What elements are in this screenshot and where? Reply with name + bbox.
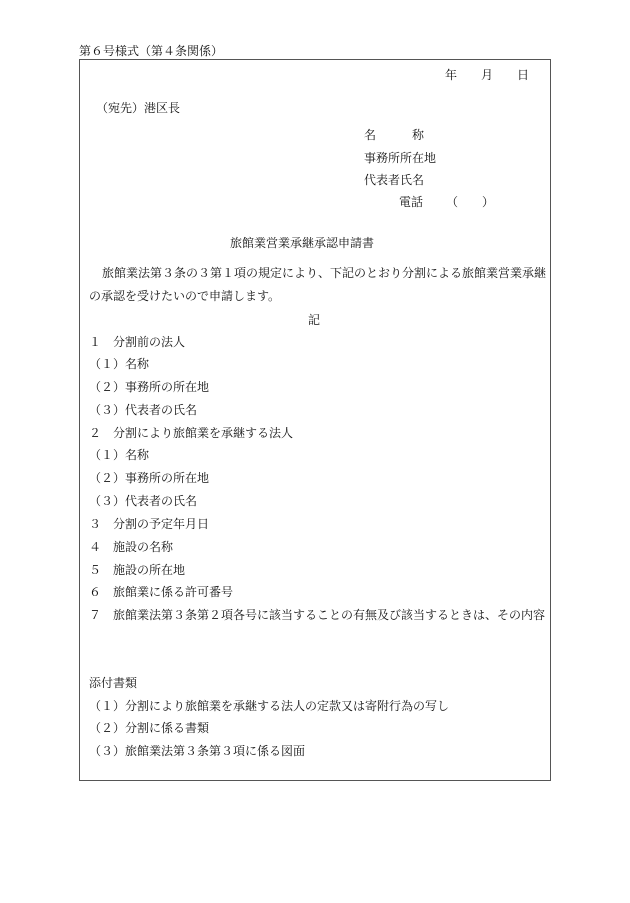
name-label: 名 称 bbox=[364, 128, 425, 142]
application-form-frame bbox=[79, 59, 551, 781]
attachment-1: （１）分割により旅館業を承継する法人の定款又は寄附行為の写し bbox=[89, 699, 450, 713]
office-address-label: 事務所所在地 bbox=[364, 151, 437, 165]
attachment-3: （３）旅館業法第３条第３項に係る図面 bbox=[89, 744, 306, 758]
attachment-2: （２）分割に係る書類 bbox=[89, 721, 210, 735]
phone-label: 電話 bbox=[399, 195, 424, 209]
item-1-3: （３）代表者の氏名 bbox=[89, 403, 198, 417]
date-year: 年 bbox=[445, 68, 458, 82]
item-7: ７ 旅館業法第３条第２項各号に該当することの有無及び該当するときは、その内容 bbox=[89, 608, 546, 622]
ki-note-heading: 記 bbox=[308, 313, 321, 327]
item-4: ４ 施設の名称 bbox=[89, 540, 174, 554]
item-2-3: （３）代表者の氏名 bbox=[89, 494, 198, 508]
item-3: ３ 分割の予定年月日 bbox=[89, 517, 210, 531]
item-2: ２ 分割により旅館業を承継する法人 bbox=[89, 426, 294, 440]
item-1-1: （１）名称 bbox=[89, 357, 150, 371]
body-text-line-2: の承認を受けたいので申請します。 bbox=[89, 289, 281, 303]
item-5: ５ 施設の所在地 bbox=[89, 563, 186, 577]
item-2-1: （１）名称 bbox=[89, 448, 150, 462]
representative-name-label: 代表者氏名 bbox=[364, 173, 425, 187]
body-text-line-1: 旅館業法第３条の３第１項の規定により、下記のとおり分割による旅館業営業承継 bbox=[102, 266, 547, 280]
attachments-heading: 添付書類 bbox=[89, 676, 138, 690]
form-title: 旅館業営業承継承認申請書 bbox=[230, 236, 375, 250]
item-1-2: （２）事務所の所在地 bbox=[89, 380, 210, 394]
date-month: 月 bbox=[481, 68, 494, 82]
phone-parens: （ ） bbox=[446, 195, 495, 209]
item-6: ６ 旅館業に係る許可番号 bbox=[89, 585, 234, 599]
item-1: １ 分割前の法人 bbox=[89, 335, 186, 349]
addressee: （宛先）港区長 bbox=[96, 101, 181, 115]
item-2-2: （２）事務所の所在地 bbox=[89, 471, 210, 485]
date-day: 日 bbox=[517, 68, 530, 82]
form-number: 第６号様式（第４条関係） bbox=[79, 44, 224, 58]
